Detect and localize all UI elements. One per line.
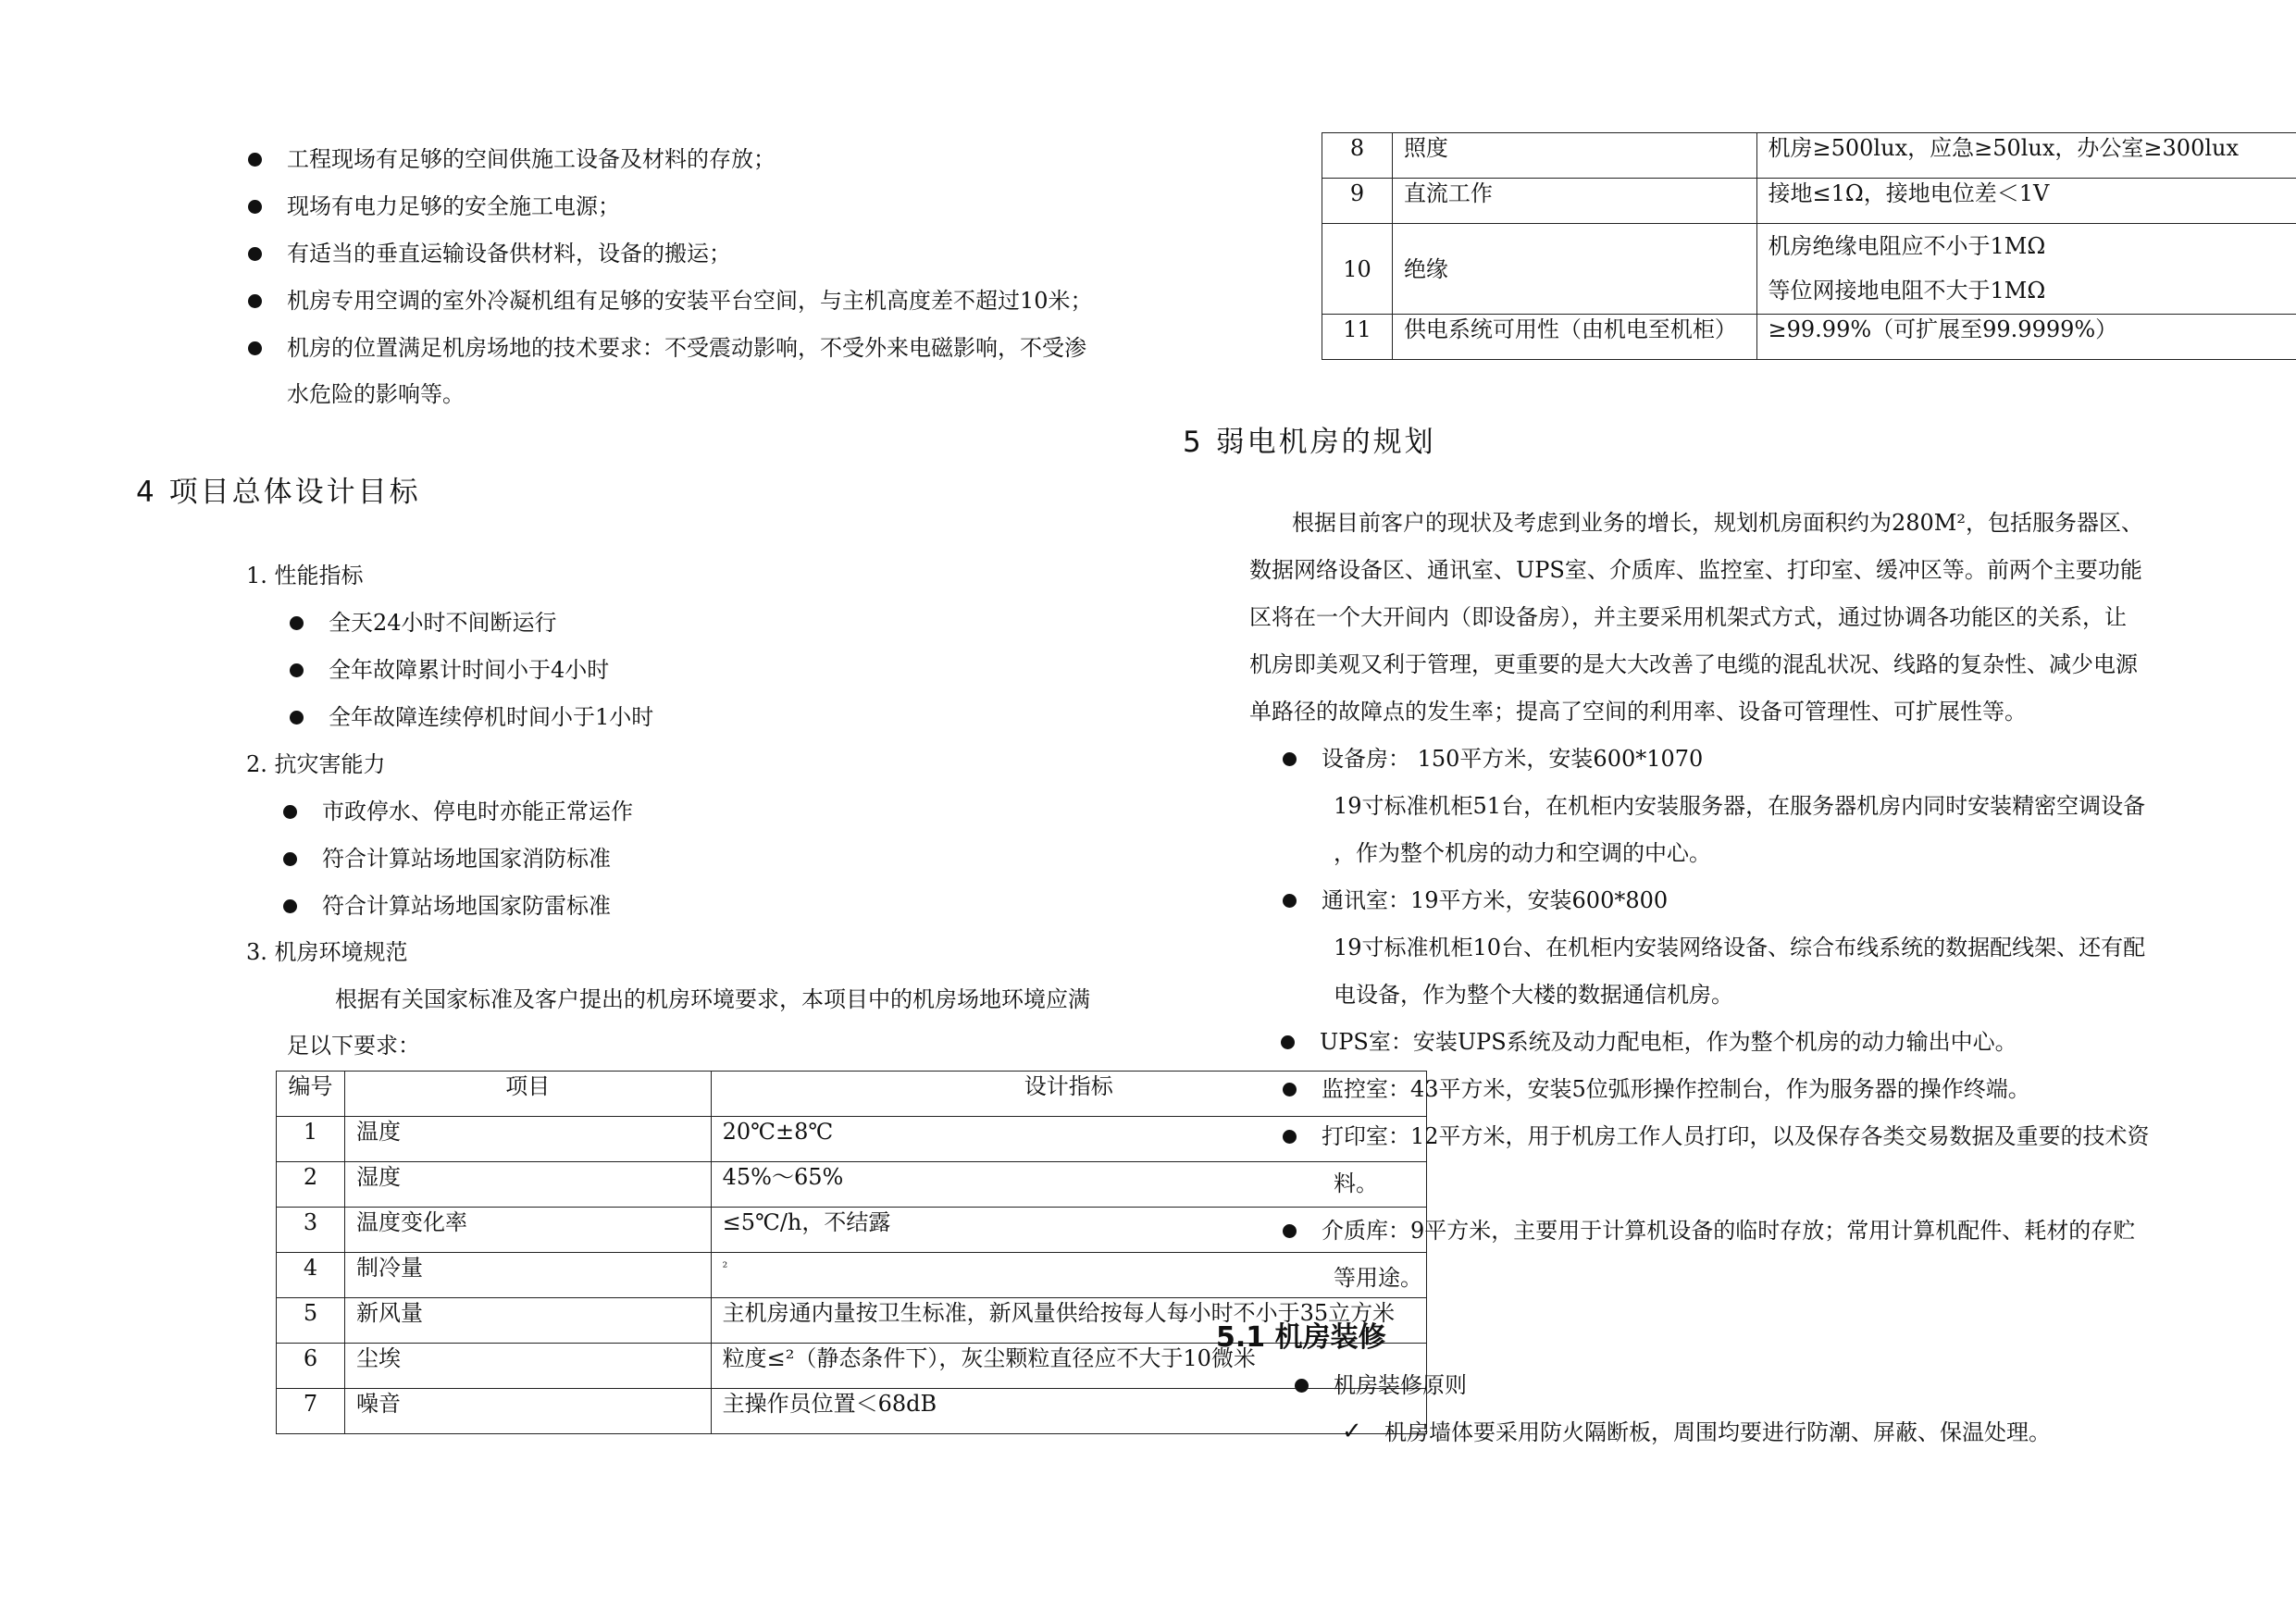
room-bullet-item: 介质库：9平方米，主要用于计算机设备的临时存放；常用计算机配件、耗材的存贮 xyxy=(1322,1218,2136,1244)
room-bullet-item: 设备房： 150平方米，安装600*1070 xyxy=(1322,746,1704,772)
table-cell-item: 直流工作 xyxy=(1392,179,1756,224)
site-bullet-item: 机房的位置满足机房场地的技术要求：不受震动影响，不受外来电磁影响，不受渗 xyxy=(287,335,1086,361)
check-item: 机房墙体要采用防火隔断板，周围均要进行防潮、屏蔽、保温处理。 xyxy=(1384,1419,2051,1445)
check-icon: ✓ xyxy=(1342,1418,1362,1445)
table-row xyxy=(277,1117,1427,1162)
table-cell-number: 1 xyxy=(277,1117,345,1162)
item-1-bullet: 全天24小时不间断运行 xyxy=(329,610,557,636)
table-cell-spec: ≤5℃/h，不结露 xyxy=(711,1208,1426,1253)
table-cell-spec: ² xyxy=(711,1253,1426,1298)
site-bullet-item: 工程现场有足够的空间供施工设备及材料的存放； xyxy=(287,146,776,172)
table-cell-item: 照度 xyxy=(1392,133,1756,179)
table-cell-item: 制冷量 xyxy=(344,1253,711,1298)
table-cell-number: 10 xyxy=(1322,224,1393,315)
table-header-cell: 项目 xyxy=(344,1072,711,1117)
environment-table-continued xyxy=(1322,132,2296,360)
table-cell-number: 9 xyxy=(1322,179,1393,224)
item-1-bullet: 全年故障累计时间小于4小时 xyxy=(329,657,610,683)
item-3-paragraph-line: 根据有关国家标准及客户提出的机房环境要求，本项目中的机房场地环境应满 xyxy=(335,986,1090,1012)
room-bullet-continuation: 等用途。 xyxy=(1334,1265,1422,1291)
subsection-bullet: 机房装修原则 xyxy=(1334,1372,1467,1398)
table-cell-spec xyxy=(1756,224,2296,315)
room-bullet-item: UPS室：安装UPS系统及动力配电柜，作为整个机房的动力输出中心。 xyxy=(1320,1029,2017,1055)
table-header-row xyxy=(277,1072,1427,1117)
table-cell-spec: 粒度≤²（静态条件下），灰尘颗粒直径应不大于10微米 xyxy=(711,1344,1426,1389)
table-cell-spec-line: 等位网接地电阻不大于1MΩ xyxy=(1768,278,2046,304)
table-row xyxy=(1322,133,2296,179)
environment-table xyxy=(276,1071,1427,1434)
table-cell-number: 6 xyxy=(277,1344,345,1389)
item-1-label: 1. 性能指标 xyxy=(246,563,364,588)
table-cell-spec: 主机房通内量按卫生标准，新风量供给按每人每小时不小于35立方米 xyxy=(711,1298,1426,1344)
room-bullet-continuation: ，作为整个机房的动力和空调的中心。 xyxy=(1334,840,1711,866)
table-cell-item: 湿度 xyxy=(344,1162,711,1208)
table-cell-item: 新风量 xyxy=(344,1298,711,1344)
table-row xyxy=(1322,179,2296,224)
room-bullet-continuation: 19寸标准机柜10台、在机柜内安装网络设备、综合布线系统的数据配线架、还有配 xyxy=(1334,935,2146,960)
table-cell-number: 7 xyxy=(277,1389,345,1434)
item-3-label: 3. 机房环境规范 xyxy=(246,939,408,965)
paragraph-line: 机房即美观又利于管理，更重要的是大大改善了电缆的混乱状况、线路的复杂性、减少电源 xyxy=(1249,651,2138,677)
item-3-paragraph-line: 足以下要求： xyxy=(287,1033,420,1059)
table-header-cell: 编号 xyxy=(277,1072,345,1117)
table-cell-item: 噪音 xyxy=(344,1389,711,1434)
paragraph-line: 区将在一个大开间内（即设备房），并主要采用机架式方式，通过协调各功能区的关系，让 xyxy=(1249,604,2127,630)
table-cell-item: 温度 xyxy=(344,1117,711,1162)
table-row xyxy=(277,1253,1427,1298)
table-cell-spec: 45%～65% xyxy=(711,1162,1426,1208)
table-row xyxy=(277,1208,1427,1253)
table-cell-spec: ≥99.99%（可扩展至99.9999%） xyxy=(1756,315,2296,360)
table-cell-item: 供电系统可用性（由机电至机柜） xyxy=(1392,315,1756,360)
subsection-5-1-title: 5.1 机房装修 xyxy=(1216,1321,1386,1354)
table-cell-spec: 接地≤1Ω，接地电位差＜1V xyxy=(1756,179,2296,224)
table-header-cell: 设计指标 xyxy=(711,1072,1426,1117)
paragraph-line: 根据目前客户的现状及考虑到业务的增长，规划机房面积约为280M²，包括服务器区、 xyxy=(1292,510,2144,536)
room-bullet-item: 打印室：12平方米，用于机房工作人员打印，以及保存各类交易数据及重要的技术资 xyxy=(1322,1123,2150,1149)
table-row xyxy=(1322,224,2296,315)
section-4-title: 4 项目总体设计目标 xyxy=(136,476,421,509)
table-row xyxy=(277,1389,1427,1434)
table-cell-spec: 机房≥500lux，应急≥50lux，办公室≥300lux xyxy=(1756,133,2296,179)
table-cell-number: 2 xyxy=(277,1162,345,1208)
table-row xyxy=(277,1162,1427,1208)
section-5-title: 5 弱电机房的规划 xyxy=(1183,426,1436,459)
item-2-bullet: 符合计算站场地国家防雷标准 xyxy=(322,893,611,919)
room-bullet-item: 通讯室：19平方米，安装600*800 xyxy=(1322,887,1669,913)
table-cell-spec-line: 机房绝缘电阻应不小于1MΩ xyxy=(1768,233,2046,259)
table-cell-number: 5 xyxy=(277,1298,345,1344)
table-cell-number: 11 xyxy=(1322,315,1393,360)
table-cell-item: 温度变化率 xyxy=(344,1208,711,1253)
table-cell-spec: 20℃±8℃ xyxy=(711,1117,1426,1162)
item-2-bullet: 市政停水、停电时亦能正常运作 xyxy=(322,799,633,824)
item-2-bullet: 符合计算站场地国家消防标准 xyxy=(322,846,611,872)
room-bullet-continuation: 电设备，作为整个大楼的数据通信机房。 xyxy=(1334,982,1733,1008)
table-cell-item: 尘埃 xyxy=(344,1344,711,1389)
room-bullet-continuation: 料。 xyxy=(1334,1171,1378,1196)
paragraph-line: 单路径的故障点的发生率；提高了空间的利用率、设备可管理性、可扩展性等。 xyxy=(1249,699,2027,725)
table-cell-number: 4 xyxy=(277,1253,345,1298)
site-bullet-continuation: 水危险的影响等。 xyxy=(287,381,465,407)
site-bullet-item: 有适当的垂直运输设备供材料，设备的搬运； xyxy=(287,241,731,266)
table-cell-spec: 主操作员位置＜68dB xyxy=(711,1389,1426,1434)
room-bullet-continuation: 19寸标准机柜51台，在机柜内安装服务器，在服务器机房内同时安装精密空调设备 xyxy=(1334,793,2146,819)
table-cell-number: 8 xyxy=(1322,133,1393,179)
site-bullet-item: 机房专用空调的室外冷凝机组有足够的安装平台空间，与主机高度差不超过10米； xyxy=(287,288,1093,314)
room-bullet-item: 监控室：43平方米，安装5位弧形操作控制台，作为服务器的操作终端。 xyxy=(1322,1076,2030,1102)
table-cell-item: 绝缘 xyxy=(1392,224,1756,315)
paragraph-line: 数据网络设备区、通讯室、UPS室、介质库、监控室、打印室、缓冲区等。前两个主要功能 xyxy=(1249,557,2142,583)
table-cell-number: 3 xyxy=(277,1208,345,1253)
table-row xyxy=(1322,315,2296,360)
item-2-label: 2. 抗灾害能力 xyxy=(246,751,386,777)
item-1-bullet: 全年故障连续停机时间小于1小时 xyxy=(329,704,654,730)
site-bullet-item: 现场有电力足够的安全施工电源； xyxy=(287,193,620,219)
